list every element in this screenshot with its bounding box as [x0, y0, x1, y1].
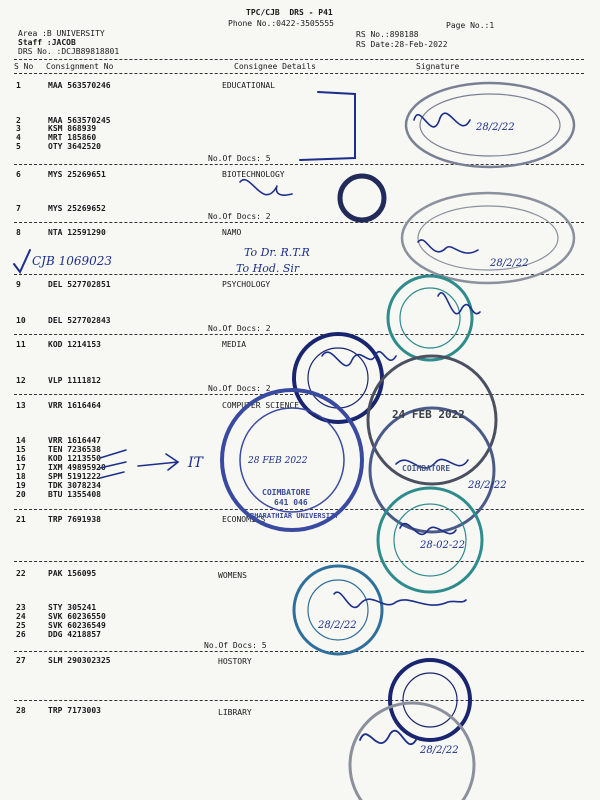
row-6-dept: BIOTECHNOLOGY [222, 170, 285, 179]
row-28-cons: TRP 7173003 [48, 706, 101, 715]
row-12-cons: VLP 1111812 [48, 376, 101, 385]
row-28-dept: LIBRARY [218, 708, 252, 717]
handwritten-date-5: 28/2/22 [318, 620, 357, 631]
col-consignment: Consignment No [46, 62, 114, 71]
row-2-cons: MAA 563570245 [48, 116, 111, 125]
row-22-sno: 22 [16, 569, 26, 578]
row-13-cons: VRR 1616464 [48, 401, 101, 410]
row-25-cons: SVK 60236549 [48, 621, 106, 630]
history-stamp [390, 660, 470, 740]
phone-number: Phone No.:0422-3505555 [228, 19, 334, 28]
row-23-sno: 23 [16, 603, 26, 612]
row-2-sno: 2 [16, 116, 21, 125]
row-21-sno: 21 [16, 515, 26, 524]
tick-marks [100, 450, 126, 478]
signature-1 [414, 113, 470, 127]
handwritten-date-1: 28/2/22 [476, 122, 515, 133]
stamp-city-2: COIMBATORE [402, 464, 451, 473]
signature-8 [334, 592, 466, 607]
row-9-cons: DEL 527702851 [48, 280, 111, 289]
handwritten-date-4: 28-02-22 [420, 540, 465, 551]
row-21-cons: TRP 7691938 [48, 515, 101, 524]
area-label: Area :B UNIVERSITY [18, 29, 105, 38]
check-icon [14, 250, 30, 272]
row-11-sno: 11 [16, 340, 26, 349]
row-8-cons: NTA 12591290 [48, 228, 106, 237]
row-4-sno: 4 [16, 133, 21, 142]
row-25-sno: 25 [16, 621, 26, 630]
handwritten-date-3: 28/2/22 [468, 480, 507, 491]
col-consignee: Consignee Details [234, 62, 316, 71]
row-28-sno: 28 [16, 706, 26, 715]
row-27-dept: HOSTORY [218, 657, 252, 666]
row-8-sno: 8 [16, 228, 21, 237]
row-11-dept: MEDIA [222, 340, 247, 349]
row-19-cons: TDK 3078234 [48, 481, 101, 490]
signature-2 [240, 180, 292, 195]
row-26-cons: DDG 4218857 [48, 630, 101, 639]
drs-number: DRS No. :DCJB89818801 [18, 47, 120, 56]
col-signature: Signature [416, 62, 460, 71]
row-21-dept: ECONOMICS [222, 515, 266, 524]
row-10-cons: DEL 527702843 [48, 316, 111, 325]
docs-count-1: No.Of Docs: 5 [208, 154, 271, 163]
row-7-cons: MYS 25269652 [48, 204, 106, 213]
signature-5 [322, 352, 396, 366]
row-13-dept: COMPUTER SCIENCE [222, 401, 300, 410]
docs-count-2: No.Of Docs: 2 [208, 212, 271, 221]
row-15-cons: TEN 7236538 [48, 445, 101, 454]
row-15-sno: 15 [16, 445, 26, 454]
rs-number: RS No.:898188 [356, 30, 419, 39]
womens-studies-stamp [294, 566, 382, 654]
row-9-dept: PSYCHOLOGY [222, 280, 271, 289]
row-19-sno: 19 [16, 481, 26, 490]
row-10-sno: 10 [16, 316, 26, 325]
col-sno: S No [14, 62, 34, 71]
row-17-sno: 17 [16, 463, 26, 472]
row-16-cons: KOD 1213550 [48, 454, 101, 463]
row-22-dept: WOMENS [218, 571, 247, 580]
row-11-cons: KOD 1214153 [48, 340, 101, 349]
row-20-cons: BTU 1355408 [48, 490, 101, 499]
row-3-sno: 3 [16, 124, 21, 133]
row-18-cons: SPM 5191222 [48, 472, 101, 481]
biotech-stamp [340, 176, 384, 220]
row-24-sno: 24 [16, 612, 26, 621]
row-9-sno: 9 [16, 280, 21, 289]
row-7-sno: 7 [16, 204, 21, 213]
row-5-cons: OTY 3642520 [48, 142, 101, 151]
handwritten-ref: CJB 1069023 [32, 254, 113, 268]
row-26-sno: 26 [16, 630, 26, 639]
stamp-date: 24 FEB 2022 [392, 408, 465, 421]
bracket-mark [300, 92, 355, 160]
row-3-cons: KSM 868939 [48, 124, 97, 133]
stamp-city: COIMBATORE [262, 488, 311, 497]
report-title: TPC/CJB DRS - P41 [246, 8, 333, 17]
row-5-sno: 5 [16, 142, 21, 151]
row-18-sno: 18 [16, 472, 26, 481]
row-24-cons: SVK 60236550 [48, 612, 106, 621]
row-17-cons: IXM 49895920 [48, 463, 106, 472]
row-20-sno: 20 [16, 490, 26, 499]
row-12-sno: 12 [16, 376, 26, 385]
row-27-sno: 27 [16, 656, 26, 665]
docs-count-3: No.Of Docs: 2 [208, 324, 271, 333]
page-number: Page No.:1 [446, 21, 495, 30]
row-16-sno: 16 [16, 454, 26, 463]
handwritten-date-7: 28 FEB 2022 [248, 456, 308, 466]
staff-label: Staff :JACOB [18, 38, 76, 47]
row-8-dept: NAMO [222, 228, 242, 237]
row-14-cons: VRR 1616447 [48, 436, 101, 445]
row-14-sno: 14 [16, 436, 26, 445]
signature-3 [418, 240, 478, 253]
psychology-dept-stamp [388, 276, 472, 360]
row-1-sno: 1 [16, 81, 21, 90]
row-1-cons: MAA 563570246 [48, 81, 111, 90]
handwritten-date-6: 28/2/22 [420, 745, 459, 756]
stamp-pin: 641 046 [274, 498, 308, 507]
row-23-cons: STY 305241 [48, 603, 97, 612]
row-6-cons: MYS 25269651 [48, 170, 106, 179]
handwritten-note-1: To Dr. R.T.R [244, 246, 310, 259]
handwritten-date-2: 28/2/22 [490, 258, 529, 269]
stamp-university: BHARATHIAR UNIVERSITY [250, 512, 339, 520]
rs-date: RS Date:28-Feb-2022 [356, 40, 448, 49]
row-4-cons: MRT 185860 [48, 133, 97, 142]
handwritten-it: IT [188, 455, 203, 471]
arrow-icon [138, 454, 178, 470]
row-6-sno: 6 [16, 170, 21, 179]
row-27-cons: SLM 290302325 [48, 656, 111, 665]
row-22-cons: PAK 156095 [48, 569, 97, 578]
row-13-sno: 13 [16, 401, 26, 410]
row-1-dept: EDUCATIONAL [222, 81, 275, 90]
docs-count-5: No.Of Docs: 5 [204, 641, 267, 650]
handwritten-note-2: To Hod. Sir [236, 262, 300, 275]
docs-count-4: No.Of Docs: 2 [208, 384, 271, 393]
